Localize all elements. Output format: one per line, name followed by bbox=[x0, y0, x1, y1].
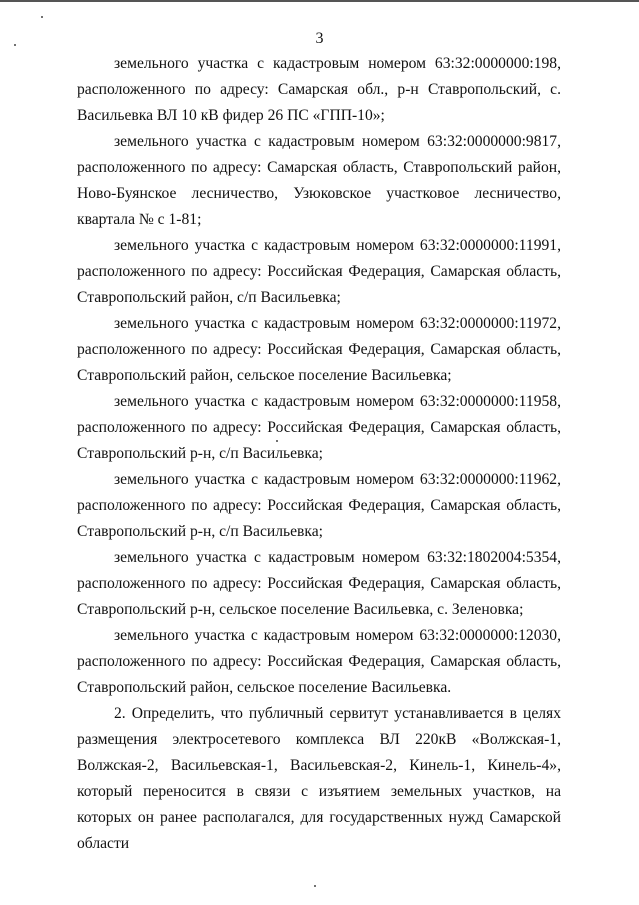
page-number: 3 bbox=[315, 30, 324, 47]
scan-top-edge bbox=[0, 0, 639, 2]
paragraph-land-plot-12030: земельного участка с кадастровым номером 63:32:0000000:12030, расположенного по адресу: Российская Федерация, Самарская область, Ставропольский район, сельское поселение Васильевка. bbox=[77, 627, 561, 696]
scan-speck bbox=[314, 885, 316, 887]
paragraph-land-plot-5354: земельного участка с кадастровым номером 63:32:1802004:5354, расположенного по адресу: Российская Федерация, Самарская область, Ставропольский р-н, сельское поселение Васильевка, с. Зеленовка; bbox=[77, 549, 561, 618]
paragraph-land-plot-11991: земельного участка с кадастровым номером 63:32:0000000:11991, расположенного по адресу: Российская Федерация, Самарская область, Ставропольский район, с/п Васильевка; bbox=[77, 237, 561, 306]
paragraph-land-plot-11972: земельного участка с кадастровым номером 63:32:0000000:11972, расположенного по адресу: Российская Федерация, Самарская область, Ставропольский район, сельское поселение Васильевка; bbox=[77, 315, 561, 384]
document-body bbox=[77, 51, 561, 857]
paragraph-item-2-servitude-purpose: 2. Определить, что публичный сервитут устанавливается в целях размещения электросетевого комплекса ВЛ 220кВ «Волжская-1, Волжская-2, Васильевская-1, Васильевская-2, Кинель-1, Кинель-4», который переносится в связи с изъятием земельных участков, на которых он ранее располагался, для государственных нужд Самарской области bbox=[77, 705, 561, 852]
scan-speck bbox=[41, 16, 43, 18]
paragraph-land-plot-11958: земельного участка с кадастровым номером 63:32:0000000:11958, расположенного по адресу: Российская Федерация, Самарская область, Ставропольский р-н, с/п Васильевка; bbox=[77, 393, 561, 462]
paragraph-land-plot-9817: земельного участка с кадастровым номером 63:32:0000000:9817, расположенного по адресу: Самарская область, Ставропольский район, Ново-Буянское лесничество, Узюковское участковое лесничество, квартала № с 1-81; bbox=[77, 133, 561, 228]
paragraph-land-plot-11962: земельного участка с кадастровым номером 63:32:0000000:11962, расположенного по адресу: Российская Федерация, Самарская область, Ставропольский р-н, с/п Васильевка; bbox=[77, 471, 561, 540]
paragraph-land-plot-198: земельного участка с кадастровым номером 63:32:0000000:198, расположенного по адресу: Самарская обл., р-н Ставропольский, с. Васильевка ВЛ 10 кВ фидер 26 ПС «ГПП-10»; bbox=[77, 55, 561, 124]
